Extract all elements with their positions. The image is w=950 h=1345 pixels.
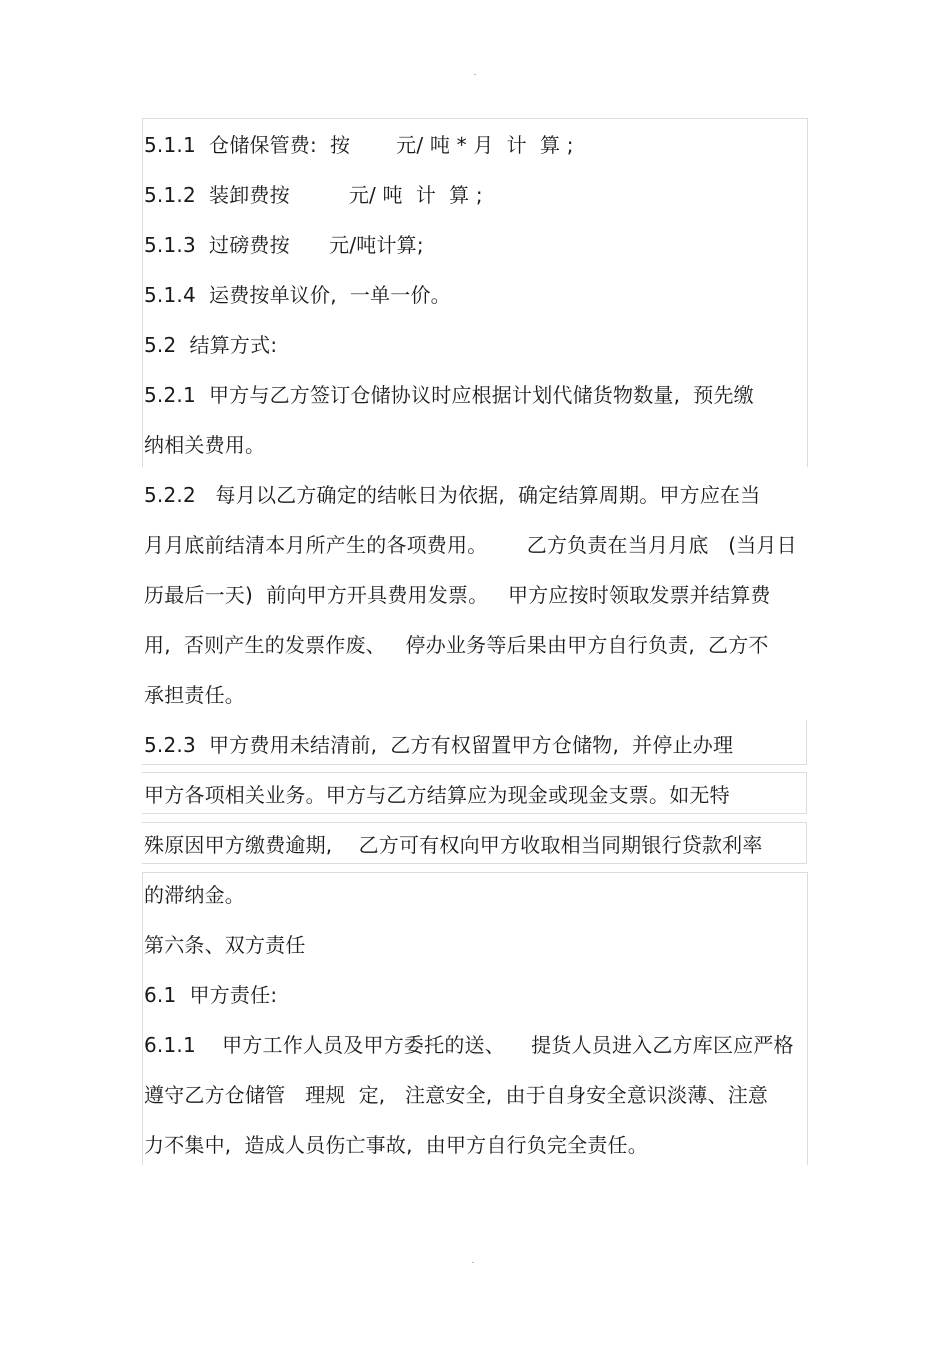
- clause-5-2: 5.2 结算方式:: [144, 333, 278, 357]
- clause-6-1-1-line-2: 遵守乙方仓储管 理规 定, 注意安全, 由于自身安全意识淡薄、注意: [144, 1083, 769, 1107]
- clause-6-1: 6.1 甲方责任:: [144, 983, 278, 1007]
- clause-5-2-2-line-1: 5.2.2 每月以乙方确定的结帐日为依据, 确定结算周期。甲方应在当: [144, 483, 761, 507]
- clause-5-2-3-line-4: 的滞纳金。: [144, 883, 245, 907]
- clause-6-1-1-line-1: 6.1.1 甲方工作人员及甲方委托的送、 提货人员进入乙方库区应严格: [144, 1033, 794, 1057]
- clause-5-2-2-line-4: 用, 否则产生的发票作废、 停办业务等后果由甲方自行负责, 乙方不: [144, 633, 769, 657]
- clause-5-2-2-line-3: 历最后一天) 前向甲方开具费用发票。 甲方应按时领取发票并结算费: [144, 583, 771, 607]
- clause-5-1-4: 5.1.4 运费按单议价, 一单一价。: [144, 283, 451, 307]
- clause-5-2-1-line-2: 纳相关费用。: [144, 433, 266, 457]
- clause-5-2-3-line-2: 甲方各项相关业务。甲方与乙方结算应为现金或现金支票。如无特: [144, 783, 730, 807]
- text-frame-5: [142, 872, 808, 1165]
- clause-6-1-1-line-3: 力不集中, 造成人员伤亡事故, 由甲方自行负完全责任。: [144, 1133, 648, 1157]
- article-6-heading: 第六条、双方责任: [144, 933, 306, 957]
- page-mark-bottom: [472, 1262, 474, 1263]
- clause-5-1-1: 5.1.1 仓储保管费: 按 元/ 吨 * 月 计 算 ;: [144, 133, 574, 157]
- clause-5-2-3-line-1: 5.2.3 甲方费用未结清前, 乙方有权留置甲方仓储物, 并停止办理: [144, 733, 734, 757]
- clause-5-1-2: 5.1.2 装卸费按 元/ 吨 计 算 ;: [144, 183, 483, 207]
- clause-5-1-3: 5.1.3 过磅费按 元/吨计算;: [144, 233, 424, 257]
- clause-5-2-3-line-3: 殊原因甲方缴费逾期, 乙方可有权向甲方收取相当同期银行贷款利率: [144, 833, 763, 857]
- clause-5-2-1-line-1: 5.2.1 甲方与乙方签订仓储协议时应根据计划代储货物数量, 预先缴: [144, 383, 754, 407]
- clause-5-2-2-line-5: 承担责任。: [144, 683, 245, 707]
- page-mark-top: [474, 74, 476, 75]
- clause-5-2-2-line-2: 月月底前结清本月所产生的各项费用。 乙方负责在当月月底 (当月日: [144, 533, 797, 557]
